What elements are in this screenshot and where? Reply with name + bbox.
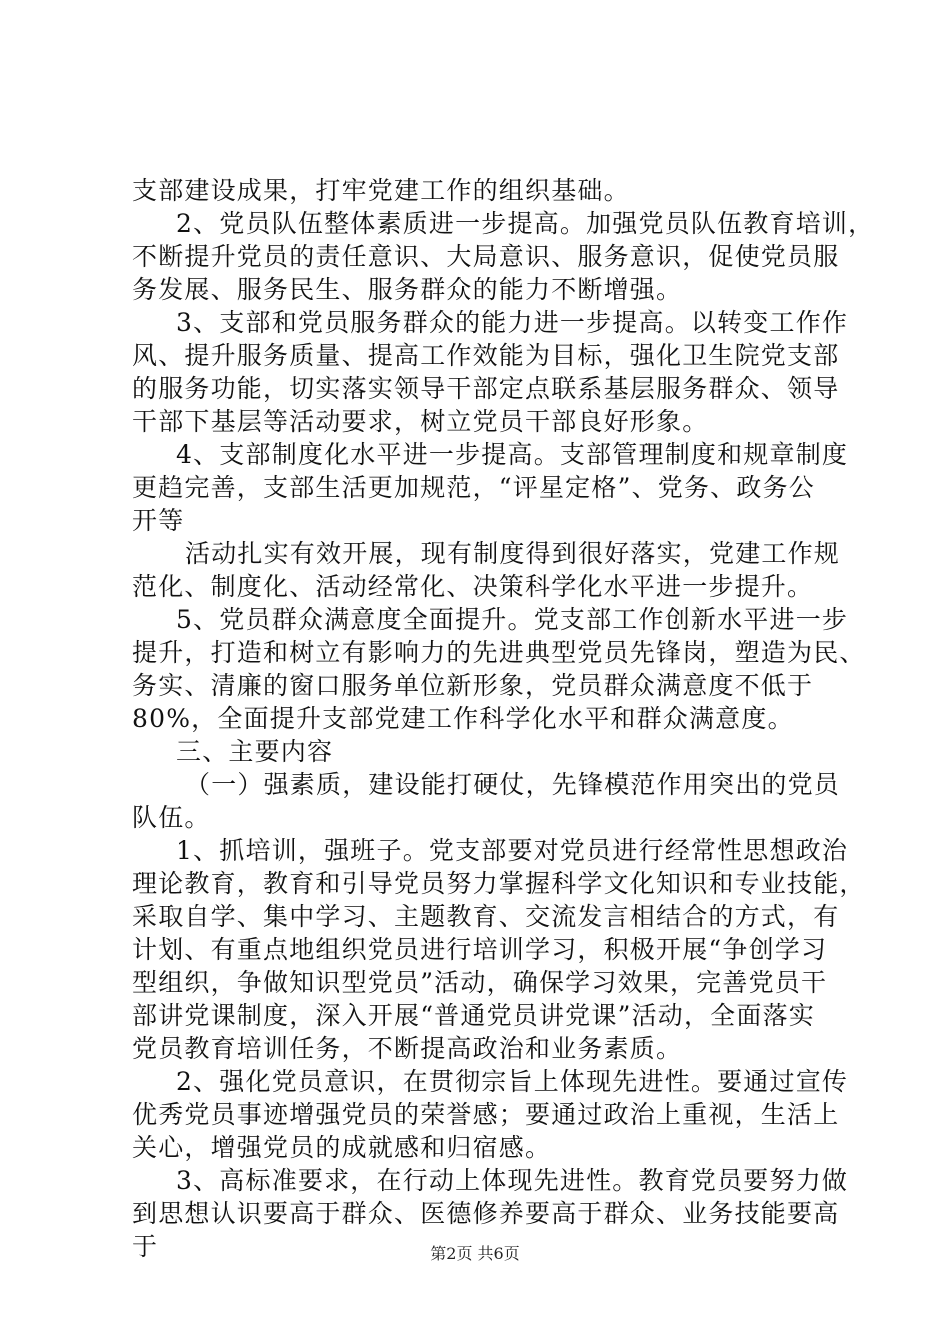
text-line: 3、高标准要求，在行动上体现先进性。教育党员要努力做 — [176, 1166, 849, 1195]
text-line: 范化、制度化、活动经常化、决策科学化水平进一步提升。 — [132, 572, 814, 601]
text-line: 4、支部制度化水平进一步提高。支部管理制度和规章制度 — [176, 440, 849, 469]
text-line: 5、党员群众满意度全面提升。党支部工作创新水平进一步 — [176, 605, 849, 634]
text-line: 务发展、服务民生、服务群众的能力不断增强。 — [132, 275, 683, 304]
text-line: 2、强化党员意识，在贯彻宗旨上体现先进性。要通过宣传 — [176, 1067, 849, 1096]
page-number-footer: 第2页 共6页 — [430, 1244, 520, 1263]
text-line: 到思想认识要高于群众、医德修养要高于群众、业务技能要高 — [132, 1199, 840, 1228]
text-line: 党员教育培训任务，不断提高政治和业务素质。 — [132, 1034, 683, 1063]
text-line: 型组织，争做知识型党员”活动，确保学习效果，完善党员干 — [132, 968, 828, 997]
subsection-heading: （一）强素质，建设能打硬仗，先锋模范作用突出的党员 — [185, 770, 841, 799]
text-line: 优秀党员事迹增强党员的荣誉感；要通过政治上重视，生活上 — [132, 1100, 840, 1129]
text-line: 2、党员队伍整体素质进一步提高。加强党员队伍教育培训， — [176, 209, 875, 238]
text-line: 采取自学、集中学习、主题教育、交流发言相结合的方式，有 — [132, 902, 840, 931]
text-line: 提升，打造和树立有影响力的先进典型党员先锋岗，塑造为民、 — [132, 638, 866, 667]
text-line: 支部建设成果，打牢党建工作的组织基础。 — [132, 176, 630, 205]
text-line: 1、抓培训，强班子。党支部要对党员进行经常性思想政治 — [176, 836, 849, 865]
text-line: 风、提升服务质量、提高工作效能为目标，强化卫生院党支部 — [132, 341, 840, 370]
text-line: 于 — [132, 1232, 159, 1261]
text-line: 干部下基层等活动要求，树立党员干部良好形象。 — [132, 407, 709, 436]
text-line: 关心，增强党员的成就感和归宿感。 — [132, 1133, 552, 1162]
text-line: 计划、有重点地组织党员进行培训学习，积极开展“争创学习 — [132, 935, 828, 964]
text-line: 务实、清廉的窗口服务单位新形象，党员群众满意度不低于 — [132, 671, 814, 700]
text-line: 的服务功能，切实落实领导干部定点联系基层服务群众、领导 — [132, 374, 840, 403]
text-line: 理论教育，教育和引导党员努力掌握科学文化知识和专业技能， — [132, 869, 866, 898]
text-line: 部讲党课制度，深入开展“普通党员讲党课”活动，全面落实 — [132, 1001, 815, 1030]
text-line: 不断提升党员的责任意识、大局意识、服务意识，促使党员服 — [132, 242, 840, 271]
text-line: 3、支部和党员服务群众的能力进一步提高。以转变工作作 — [176, 308, 849, 337]
text-line: 活动扎实有效开展，现有制度得到很好落实，党建工作规 — [185, 539, 841, 568]
section-heading: 三、主要内容 — [176, 737, 334, 766]
text-line: 开等 — [132, 506, 185, 535]
text-line: 更趋完善，支部生活更加规范，“评星定格”、党务、政务公 — [132, 473, 815, 502]
text-line: 队伍。 — [132, 803, 211, 832]
text-line: 80%，全面提升支部党建工作科学化水平和群众满意度。 — [132, 704, 794, 733]
